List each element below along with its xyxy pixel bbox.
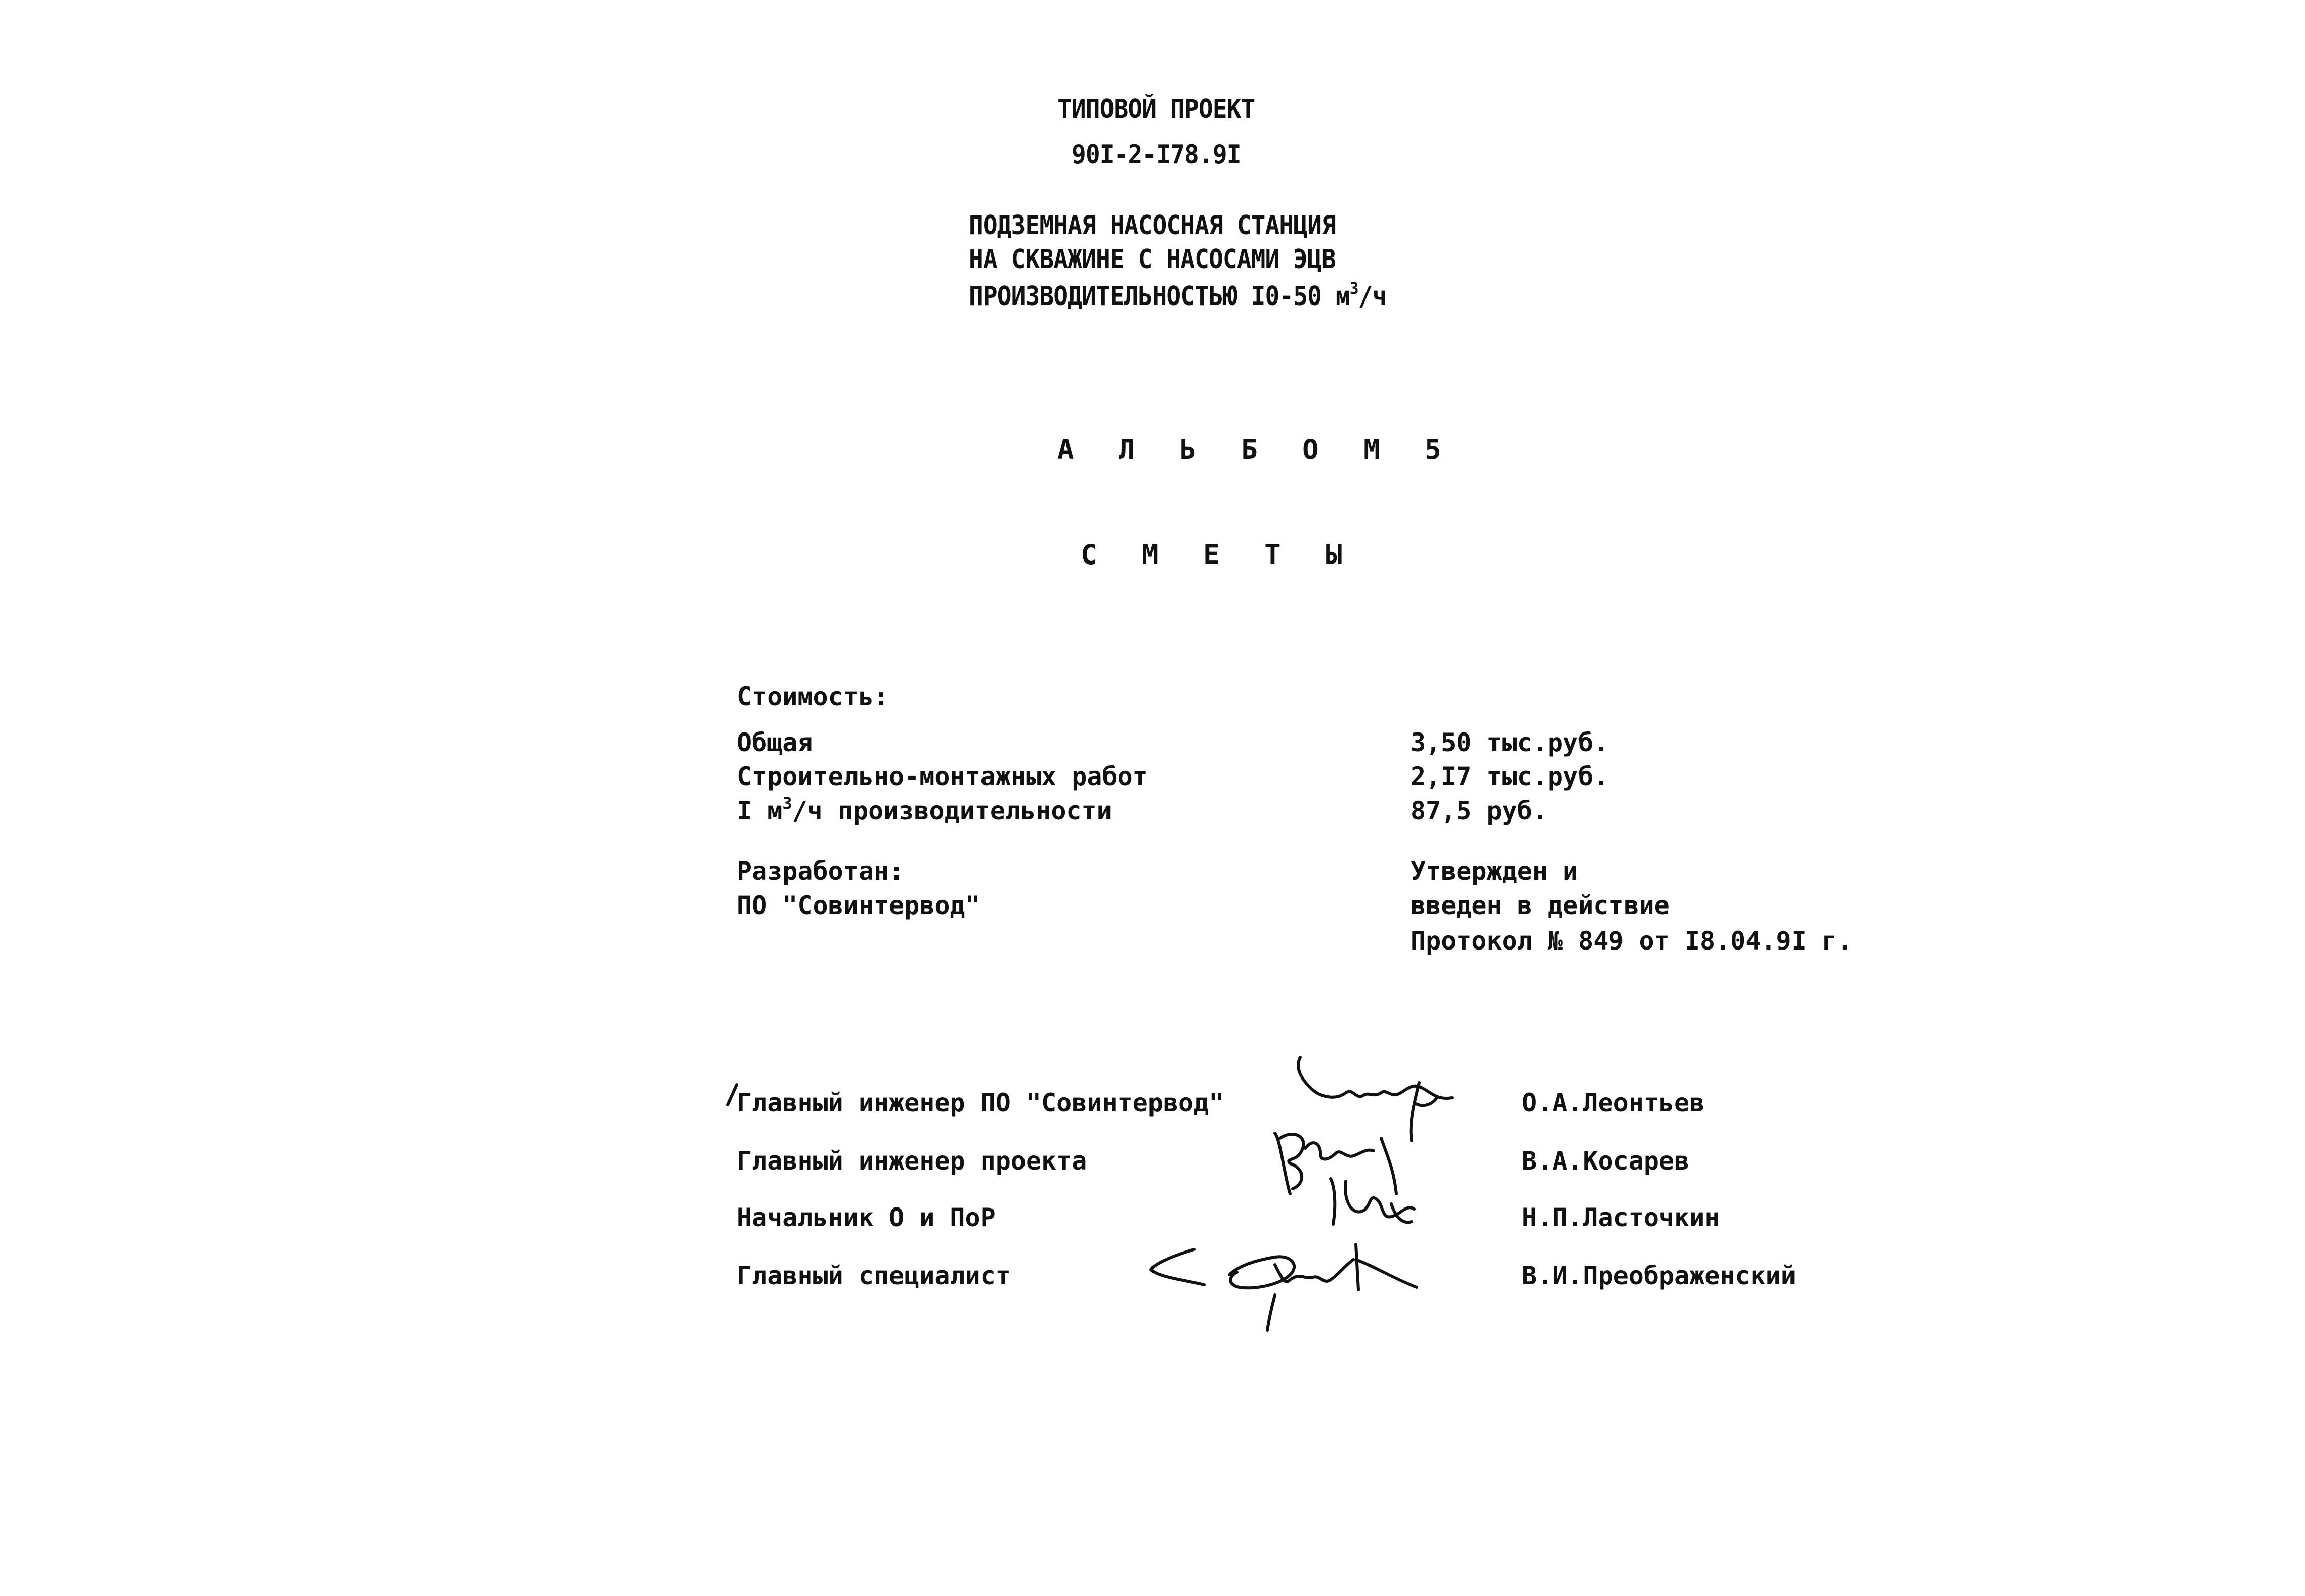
- margin-tick-mark: [724, 1083, 740, 1108]
- project-code: 90I-2-I78.9I: [1072, 140, 1241, 170]
- approval-line-2: введен в действие: [1411, 891, 1670, 920]
- signatory-name: Н.П.Ласточкин: [1522, 1203, 1720, 1232]
- developer-heading: Разработан:: [737, 856, 905, 886]
- developer-org: ПО "Совинтервод": [737, 891, 980, 920]
- signatory-name: О.А.Леонтьев: [1522, 1088, 1705, 1117]
- subject-line-2: НА СКВАЖИНЕ С НАСОСАМИ ЭЦВ: [969, 244, 1336, 275]
- subject-line-3: ПРОИЗВОДИТЕЛЬНОСТЬЮ I0-50 $м^3/ч$: [969, 279, 1387, 312]
- cost-row-label: Строительно-монтажных работ: [737, 762, 1148, 791]
- cost-heading: Стоимость:: [737, 682, 889, 711]
- section-title: С М Е Т Ы: [1081, 539, 1356, 571]
- signatory-role: Главный специалист: [737, 1261, 1011, 1290]
- approval-line-3: Протокол № 849 от I8.04.9I г.: [1411, 926, 1852, 956]
- signature-chief-specialist: [1138, 1229, 1442, 1341]
- doc-type-title: ТИПОВОЙ ПРОЕКТ: [1057, 94, 1255, 124]
- signatory-name: В.И.Преображенский: [1522, 1261, 1796, 1290]
- cost-row-label: Общая: [737, 728, 813, 757]
- subject-line-1: ПОДЗЕМНАЯ НАСОСНАЯ СТАНЦИЯ: [969, 210, 1336, 241]
- signatory-role: Главный инженер проекта: [737, 1146, 1087, 1176]
- cost-row-value: 2,I7 тыс.руб.: [1411, 762, 1609, 791]
- signatory-role: Главный инженер ПО "Совинтервод": [737, 1088, 1224, 1117]
- cost-row-value: 87,5 руб.: [1411, 796, 1548, 826]
- cost-row-value: 3,50 тыс.руб.: [1411, 728, 1609, 757]
- cost-row-label: I $м^3/ч$ производительности: [737, 794, 1112, 826]
- album-number: А Л Ь Б О М 5: [1057, 434, 1456, 465]
- signatory-name: В.А.Косарев: [1522, 1146, 1690, 1176]
- signatory-role: Начальник О и ПоР: [737, 1203, 996, 1232]
- approval-line-1: Утвержден и: [1411, 856, 1578, 886]
- signature-department-head: [1320, 1169, 1422, 1234]
